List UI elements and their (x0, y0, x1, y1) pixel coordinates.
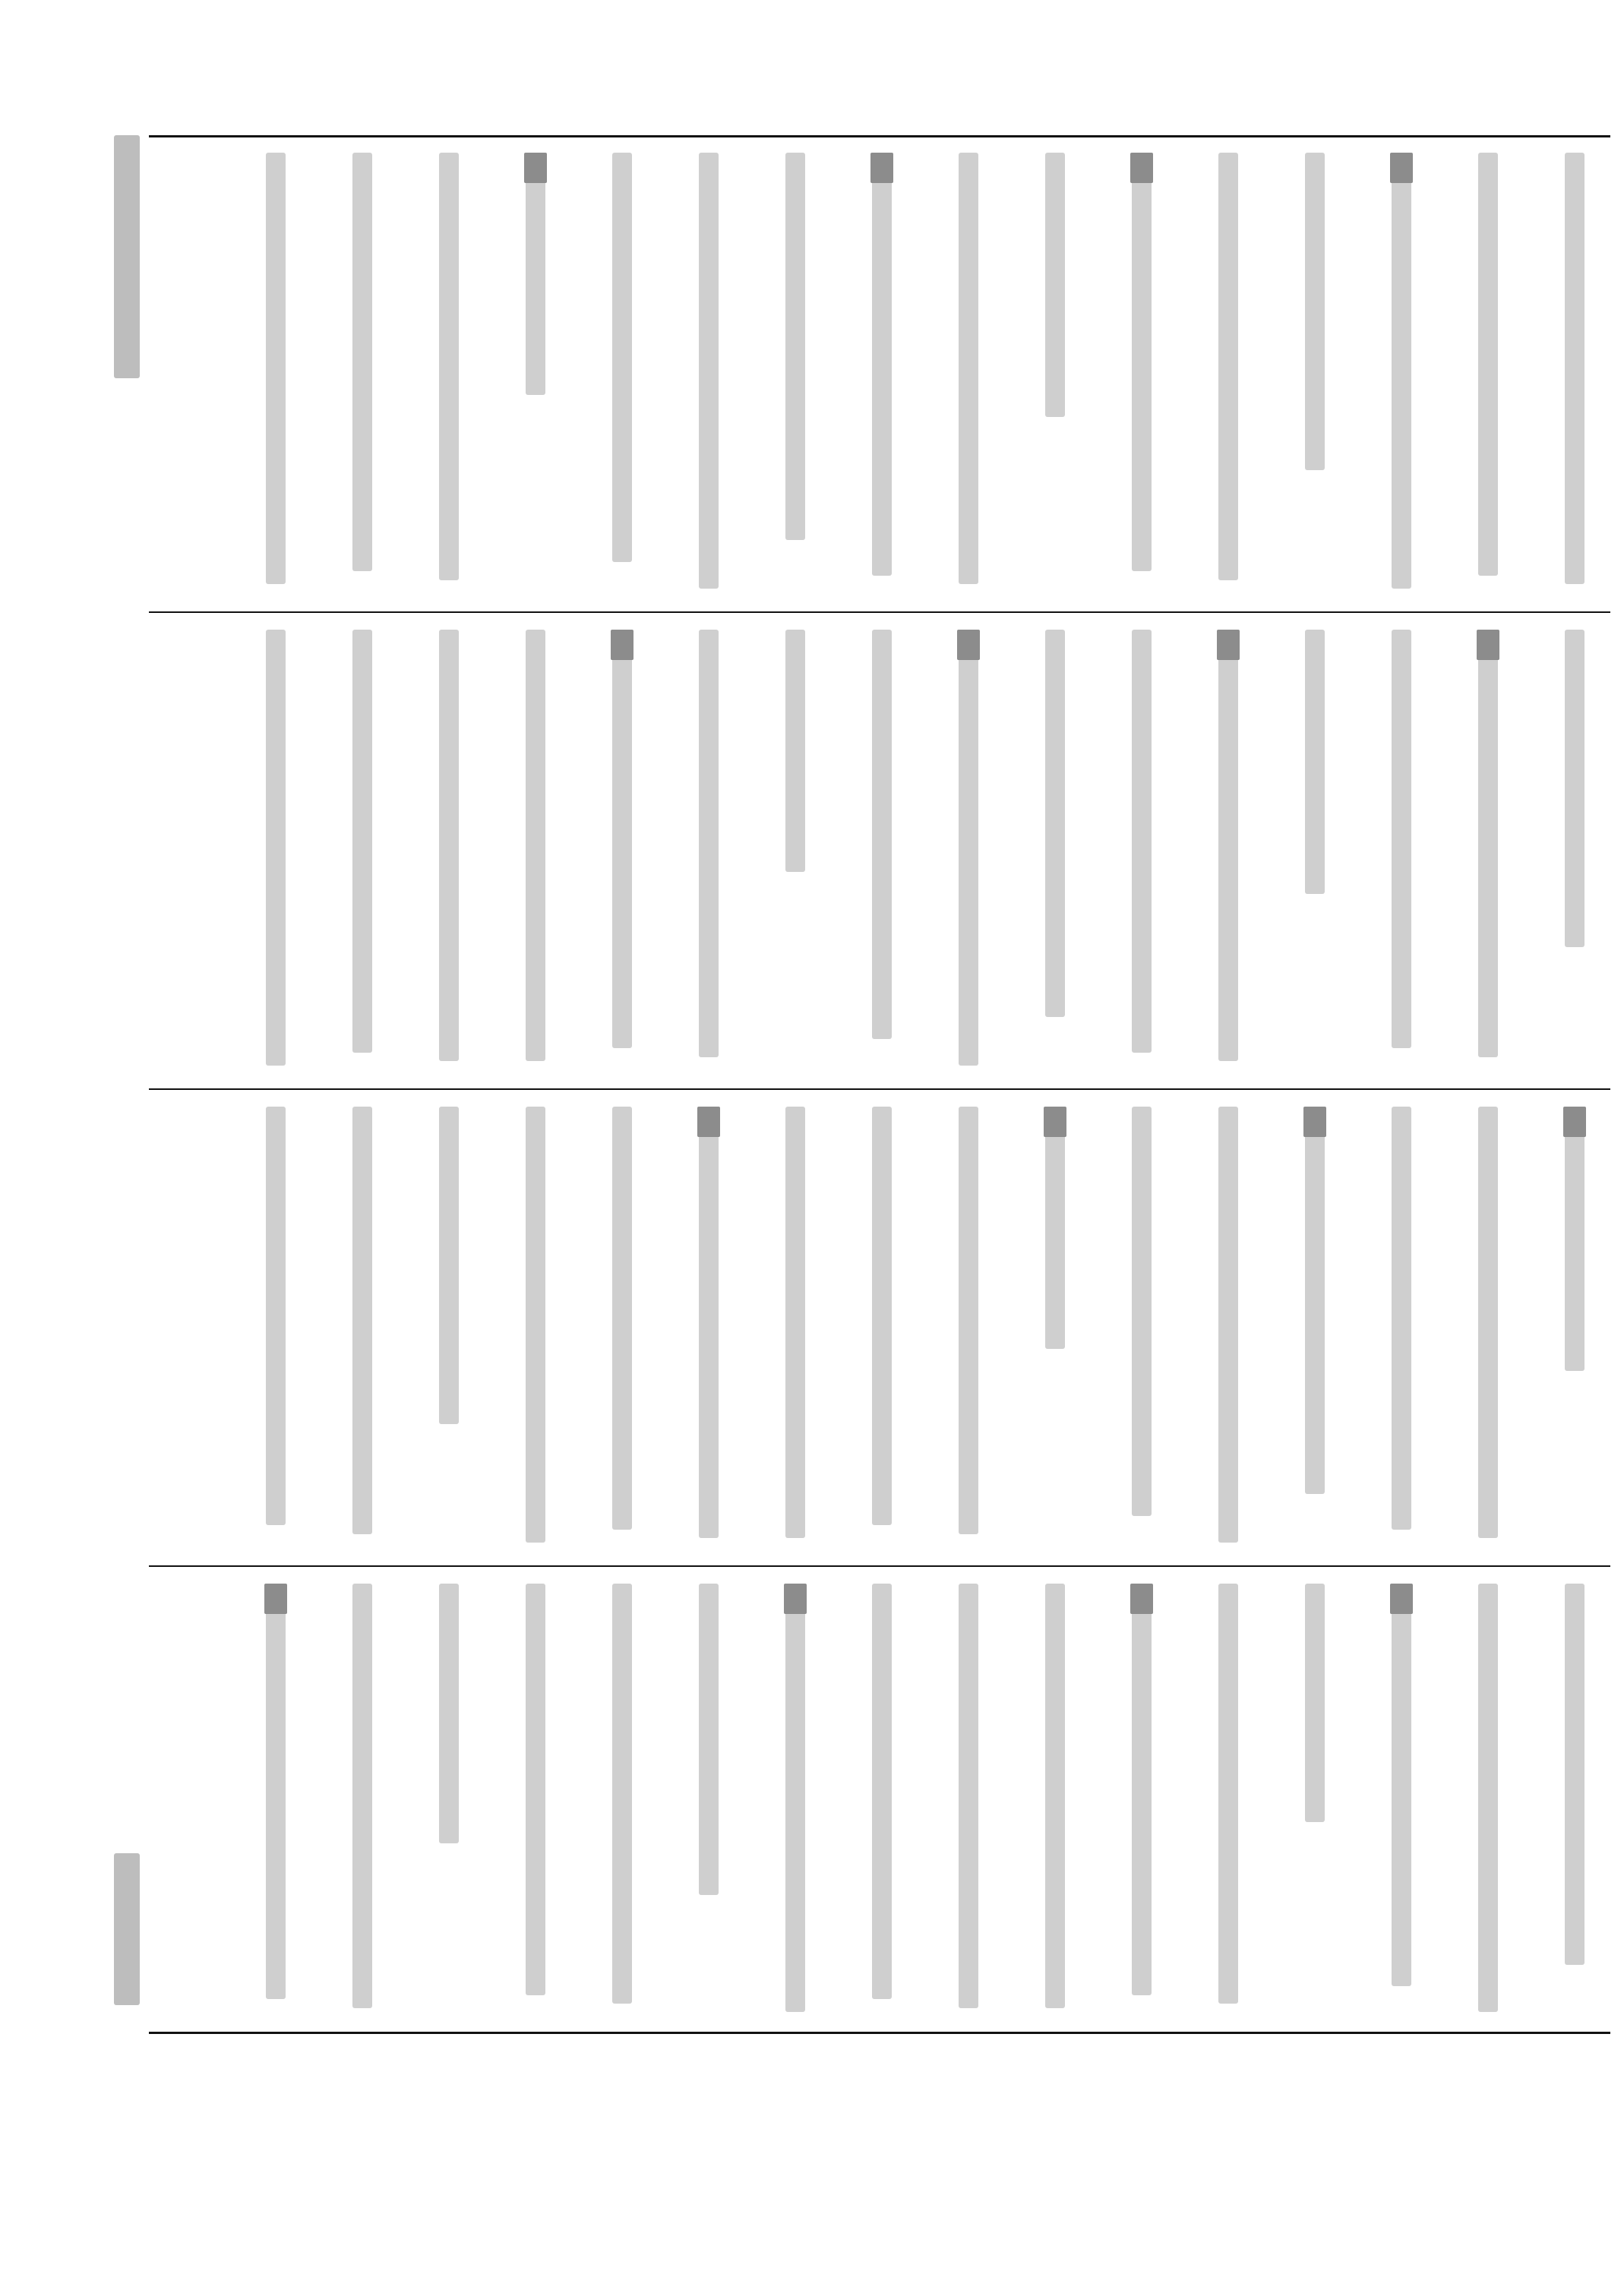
text-column (526, 1107, 545, 1543)
entry-head-mark (1390, 1584, 1413, 1614)
text-column (1305, 630, 1325, 894)
text-column (1565, 1107, 1585, 1371)
text-column (612, 1107, 632, 1530)
text-column (959, 1107, 978, 1534)
text-column (612, 153, 632, 562)
entry-head-mark (1130, 153, 1153, 183)
text-column (1565, 153, 1585, 584)
text-column (1392, 153, 1411, 589)
entry-head-mark (264, 1584, 287, 1614)
text-column (1565, 1584, 1585, 1965)
text-column (526, 153, 545, 395)
text-column (1132, 153, 1152, 571)
text-column (1045, 1584, 1065, 2008)
text-column (439, 1107, 459, 1424)
text-column (1392, 1584, 1411, 1986)
entry-head-mark (870, 153, 893, 183)
entry-head-mark (1044, 1107, 1066, 1137)
text-column (785, 153, 805, 540)
text-column (1132, 1584, 1152, 1995)
text-column (1305, 153, 1325, 470)
running-head (114, 135, 140, 378)
text-column (1478, 1107, 1498, 1538)
text-column (352, 630, 372, 1053)
text-column (352, 1107, 372, 1534)
text-column (699, 630, 719, 1057)
text-column (1218, 1584, 1238, 2004)
entry-head-mark (1303, 1107, 1326, 1137)
dictionary-page (149, 135, 1610, 2034)
entry-head-mark (1477, 630, 1499, 660)
text-column (1478, 1584, 1498, 2012)
entry-head-mark (1130, 1584, 1153, 1614)
text-column (959, 153, 978, 584)
entry-head-mark (1217, 630, 1240, 660)
text-column (1045, 630, 1065, 1017)
text-column (439, 1584, 459, 1843)
text-column (1478, 630, 1498, 1057)
text-column (785, 1584, 805, 2012)
text-column (439, 153, 459, 580)
entry-head-mark (1390, 153, 1413, 183)
text-column (266, 1107, 286, 1525)
entry-head-mark (1563, 1107, 1586, 1137)
text-column (959, 1584, 978, 2008)
text-column (872, 1584, 892, 1999)
text-column (352, 153, 372, 571)
text-column (1478, 153, 1498, 576)
text-column (785, 630, 805, 872)
text-column (612, 1584, 632, 2004)
text-column (1218, 630, 1238, 1061)
entry-head-mark (524, 153, 547, 183)
text-column (1218, 1107, 1238, 1543)
text-column (785, 1107, 805, 1538)
text-column (1565, 630, 1585, 947)
band-rule-2 (149, 1088, 1610, 1090)
text-column (526, 630, 545, 1061)
entry-head-mark (611, 630, 633, 660)
text-column (1132, 630, 1152, 1053)
text-column (699, 1107, 719, 1538)
text-column (872, 153, 892, 576)
text-column (266, 630, 286, 1066)
text-column (959, 630, 978, 1066)
text-column (872, 630, 892, 1039)
text-column (699, 1584, 719, 1895)
text-column (352, 1584, 372, 2008)
folio (114, 1853, 140, 2005)
text-column (1132, 1107, 1152, 1516)
text-column (872, 1107, 892, 1525)
text-column (526, 1584, 545, 1995)
entry-head-mark (957, 630, 980, 660)
text-column (612, 630, 632, 1048)
text-column (1392, 1107, 1411, 1530)
band-rule-3 (149, 1565, 1610, 1567)
entry-head-mark (784, 1584, 807, 1614)
text-column (1305, 1107, 1325, 1494)
text-column (1045, 1107, 1065, 1349)
text-column (1045, 153, 1065, 417)
text-column (1392, 630, 1411, 1048)
text-column (266, 1584, 286, 1999)
entry-head-mark (697, 1107, 720, 1137)
text-column (699, 153, 719, 589)
text-column (1305, 1584, 1325, 1822)
text-column (266, 153, 286, 584)
text-column (439, 630, 459, 1061)
band-rule-1 (149, 611, 1610, 613)
text-column (1218, 153, 1238, 580)
